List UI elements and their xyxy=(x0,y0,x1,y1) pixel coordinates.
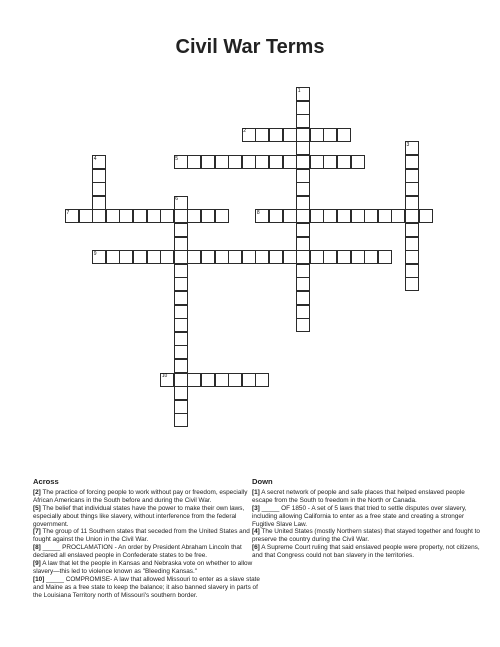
grid-cell[interactable] xyxy=(187,209,201,223)
down-clue xyxy=(252,528,484,544)
grid-cell[interactable] xyxy=(174,291,188,305)
grid-cell[interactable] xyxy=(310,209,324,223)
cell-number: 5 xyxy=(175,155,179,162)
grid-cell[interactable] xyxy=(201,373,215,387)
grid-cell[interactable] xyxy=(106,250,120,264)
grid-cell[interactable] xyxy=(337,209,351,223)
grid-cell[interactable] xyxy=(215,373,229,387)
grid-cell[interactable] xyxy=(187,250,201,264)
grid-cell[interactable] xyxy=(405,182,419,196)
grid-cell[interactable] xyxy=(174,332,188,346)
grid-cell[interactable] xyxy=(296,101,310,115)
grid-cell[interactable] xyxy=(174,400,188,414)
grid-cell[interactable] xyxy=(269,250,283,264)
grid-cell[interactable] xyxy=(405,264,419,278)
clue-number: [10] xyxy=(33,575,45,583)
grid-cell[interactable] xyxy=(405,196,419,210)
grid-cell[interactable] xyxy=(405,169,419,183)
down-clues xyxy=(252,478,484,560)
grid-cell[interactable] xyxy=(296,291,310,305)
grid-cell[interactable] xyxy=(323,155,337,169)
grid-cell[interactable] xyxy=(323,128,337,142)
grid-cell[interactable] xyxy=(337,250,351,264)
grid-cell[interactable] xyxy=(296,305,310,319)
grid-cell[interactable] xyxy=(228,155,242,169)
cell-number: 3 xyxy=(406,141,410,148)
grid-cell[interactable] xyxy=(92,182,106,196)
grid-cell[interactable] xyxy=(296,155,310,169)
grid-cell[interactable] xyxy=(187,373,201,387)
grid-cell[interactable] xyxy=(160,209,174,223)
grid-cell[interactable] xyxy=(133,250,147,264)
grid-cell[interactable] xyxy=(174,223,188,237)
grid-cell[interactable] xyxy=(296,114,310,128)
grid-cell[interactable] xyxy=(296,182,310,196)
grid-cell[interactable] xyxy=(296,209,310,223)
grid-cell[interactable] xyxy=(133,209,147,223)
grid-cell[interactable] xyxy=(296,264,310,278)
clue-text: The practice of forcing people to work without pay or freedom, especially African Americans in the South before and during the Civil War. xyxy=(33,488,248,504)
puzzle-title: Civil War Terms xyxy=(175,36,325,58)
grid-cell[interactable] xyxy=(79,209,93,223)
grid-cell[interactable] xyxy=(255,128,269,142)
grid-cell[interactable] xyxy=(174,373,188,387)
clue-number: [2] xyxy=(33,488,41,496)
grid-cell[interactable] xyxy=(364,209,378,223)
clue-number: [6] xyxy=(252,544,260,552)
grid-cell[interactable] xyxy=(405,237,419,251)
grid-cell[interactable] xyxy=(174,359,188,373)
grid-cell[interactable] xyxy=(296,277,310,291)
cell-number: 7 xyxy=(66,209,70,216)
grid-cell[interactable] xyxy=(283,128,297,142)
grid-cell[interactable] xyxy=(242,155,256,169)
grid-cell[interactable] xyxy=(147,209,161,223)
cell-number: 2 xyxy=(243,128,247,135)
clue-text: _____ COMPROMISE- A law that allowed Missouri to enter as a slave state and Maine as a free state to keep the balance; it also banned slavery in parts of the Louisiana Territory north of Missouri's southern border. xyxy=(33,575,260,599)
grid-cell[interactable] xyxy=(269,209,283,223)
grid-cell[interactable] xyxy=(405,223,419,237)
grid-cell[interactable] xyxy=(405,250,419,264)
grid-cell[interactable] xyxy=(351,155,365,169)
cell-number: 8 xyxy=(256,209,260,216)
grid-cell[interactable] xyxy=(215,209,229,223)
down-list xyxy=(252,489,484,560)
cell-number: 1 xyxy=(297,87,301,94)
clue-number: [8] xyxy=(33,544,41,552)
clue-number: [3] xyxy=(252,504,260,512)
clue-number: [7] xyxy=(33,528,41,536)
clue-text: A secret network of people and safe places that helped enslaved people escape from the South to freedom in the North or Canada. xyxy=(252,488,465,504)
down-heading: Down xyxy=(252,477,273,486)
grid-cell[interactable] xyxy=(92,196,106,210)
grid-cell[interactable] xyxy=(269,155,283,169)
grid-cell[interactable] xyxy=(283,209,297,223)
grid-cell[interactable] xyxy=(296,196,310,210)
grid-cell[interactable] xyxy=(174,318,188,332)
cell-number: 4 xyxy=(93,155,97,162)
grid-cell[interactable] xyxy=(296,318,310,332)
grid-cell[interactable] xyxy=(174,237,188,251)
cell-number: 10 xyxy=(161,373,168,380)
down-clue xyxy=(252,544,484,560)
grid-cell[interactable] xyxy=(92,209,106,223)
grid-cell[interactable] xyxy=(119,250,133,264)
grid-cell[interactable] xyxy=(174,305,188,319)
across-list xyxy=(33,489,263,600)
grid-cell[interactable] xyxy=(296,169,310,183)
grid-cell[interactable] xyxy=(228,250,242,264)
across-clues xyxy=(33,478,263,600)
grid-cell[interactable] xyxy=(201,250,215,264)
grid-cell[interactable] xyxy=(337,155,351,169)
grid-cell[interactable] xyxy=(201,209,215,223)
grid-cell[interactable] xyxy=(296,223,310,237)
grid-cell[interactable] xyxy=(296,128,310,142)
grid-cell[interactable] xyxy=(147,250,161,264)
grid-cell[interactable] xyxy=(419,209,433,223)
grid-cell[interactable] xyxy=(119,209,133,223)
clue-text: The group of 11 Southern states that seceded from the United States and fought against the Union in the Civil War. xyxy=(33,528,250,544)
down-clue xyxy=(252,489,484,505)
grid-cell[interactable] xyxy=(323,250,337,264)
clue-text: _____ PROCLAMATION - An order by President Abraham Lincoln that declared all enslaved people in Confederate states to be free. xyxy=(33,544,242,560)
grid-cell[interactable] xyxy=(405,155,419,169)
grid-cell[interactable] xyxy=(391,209,405,223)
grid-cell[interactable] xyxy=(174,345,188,359)
clue-text: A Supreme Court ruling that said enslaved people were property, not citizens, and that Congress could not ban slavery in the territories. xyxy=(252,544,480,560)
grid-cell[interactable] xyxy=(351,209,365,223)
grid-cell[interactable] xyxy=(310,155,324,169)
cell-number: 6 xyxy=(175,196,179,203)
clue-text: The United States (mostly Northern states) that stayed together and fought to preserve the country during the Civil War. xyxy=(252,528,480,544)
across-clue xyxy=(33,560,263,576)
grid-cell[interactable] xyxy=(310,128,324,142)
grid-cell[interactable] xyxy=(187,155,201,169)
grid-cell[interactable] xyxy=(283,155,297,169)
grid-cell[interactable] xyxy=(92,169,106,183)
grid-cell[interactable] xyxy=(228,373,242,387)
grid-cell[interactable] xyxy=(215,250,229,264)
grid-cell[interactable] xyxy=(174,264,188,278)
grid-cell[interactable] xyxy=(283,250,297,264)
grid-cell[interactable] xyxy=(296,237,310,251)
grid-cell[interactable] xyxy=(337,128,351,142)
down-clue xyxy=(252,505,484,529)
grid-cell[interactable] xyxy=(323,209,337,223)
grid-cell[interactable] xyxy=(174,209,188,223)
clue-number: [4] xyxy=(252,528,260,536)
grid-cell[interactable] xyxy=(378,250,392,264)
clue-number: [9] xyxy=(33,560,41,568)
grid-cell[interactable] xyxy=(215,155,229,169)
grid-cell[interactable] xyxy=(255,373,269,387)
grid-cell[interactable] xyxy=(174,386,188,400)
grid-cell[interactable] xyxy=(174,250,188,264)
grid-cell[interactable] xyxy=(106,209,120,223)
across-clue xyxy=(33,489,263,505)
grid-cell[interactable] xyxy=(378,209,392,223)
grid-cell[interactable] xyxy=(242,250,256,264)
grid-cell[interactable] xyxy=(160,250,174,264)
across-clue xyxy=(33,505,263,529)
across-clue xyxy=(33,528,263,544)
grid-cell[interactable] xyxy=(201,155,215,169)
clue-text: _____ OF 1850 - A set of 5 laws that tried to settle disputes over slavery, including allowing California to enter as a free state and creating a stronger Fugitive Slave Law. xyxy=(252,504,467,528)
clue-text: The belief that individual states have the power to make their own laws, especially about things like slavery, without interference from the federal government. xyxy=(33,504,245,528)
grid-cell[interactable] xyxy=(296,141,310,155)
clue-number: [5] xyxy=(33,504,41,512)
grid-cell[interactable] xyxy=(174,413,188,427)
clue-text: A law that let the people in Kansas and Nebraska vote on whether to allow slavery—this led to violence known as "Bleeding Kansas." xyxy=(33,560,253,575)
clue-number: [1] xyxy=(252,488,260,496)
grid-cell[interactable] xyxy=(269,128,283,142)
cell-number: 9 xyxy=(93,250,97,257)
grid-cell[interactable] xyxy=(242,373,256,387)
across-heading: Across xyxy=(33,477,59,486)
across-clue xyxy=(33,544,263,560)
grid-cell[interactable] xyxy=(351,250,365,264)
across-clue xyxy=(33,576,263,600)
grid-cell[interactable] xyxy=(364,250,378,264)
grid-cell[interactable] xyxy=(310,250,324,264)
grid-cell[interactable] xyxy=(405,277,419,291)
grid-cell[interactable] xyxy=(255,250,269,264)
grid-cell[interactable] xyxy=(174,277,188,291)
grid-cell[interactable] xyxy=(405,209,419,223)
grid-cell[interactable] xyxy=(296,250,310,264)
grid-cell[interactable] xyxy=(255,155,269,169)
